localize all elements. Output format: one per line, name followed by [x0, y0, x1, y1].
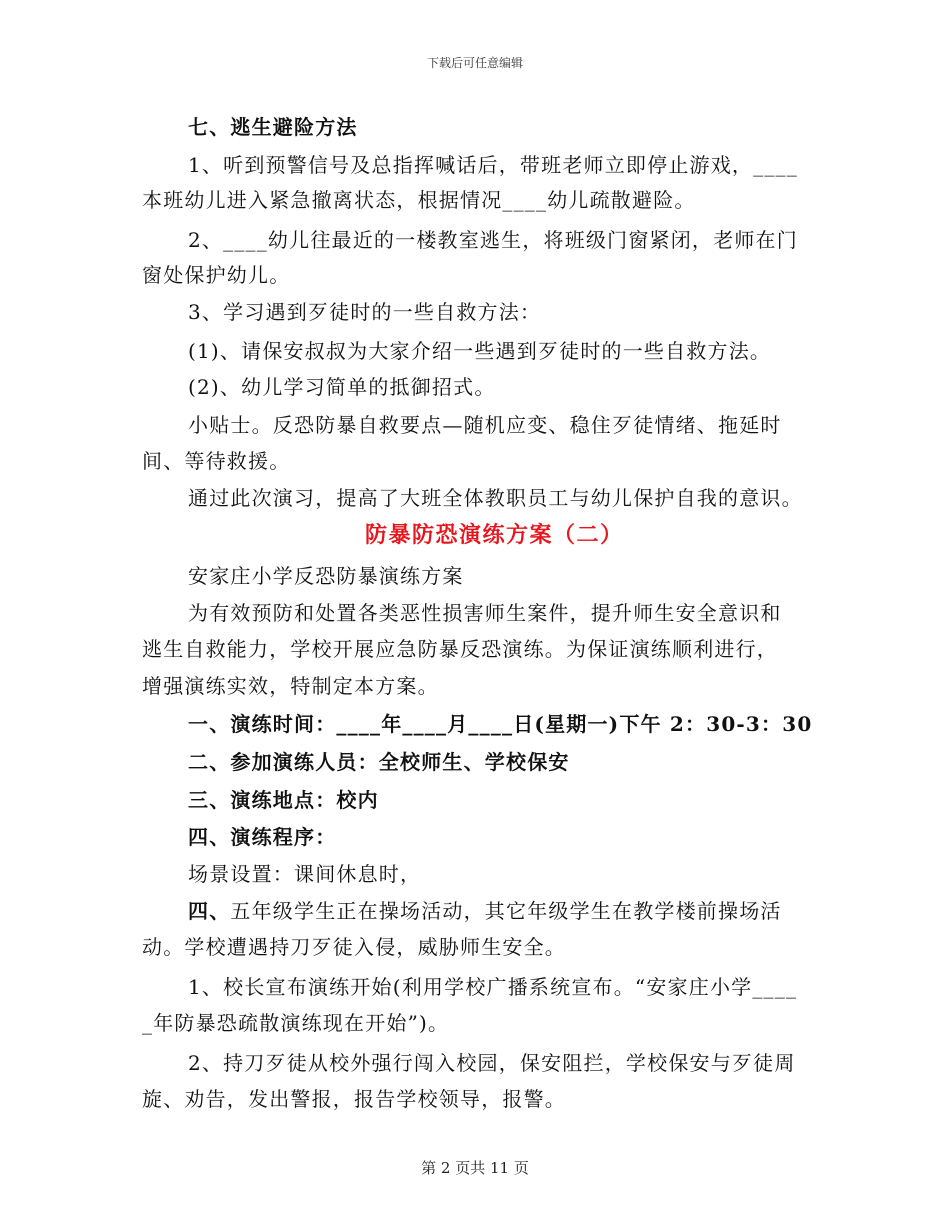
page-header: 下载后可任意编辑 — [426, 56, 523, 70]
paragraph-line: 2、持刀歹徒从校外强行闯入校园，保安阻拦，学校保安与歹徒周 — [188, 1051, 796, 1075]
list-item: (1)、请保安叔叔为大家介绍一些遇到歹徒时的一些自救方法。 — [188, 339, 772, 363]
paragraph-line: 1、听到预警信号及总指挥喊话后，带班老师立即停止游戏，____ — [188, 153, 798, 177]
inline-text: 五年级学生正在操场活动，其它年级学生在教学楼前操场活 — [230, 899, 782, 923]
list-item: (2)、幼儿学习简单的抵御招式。 — [188, 375, 496, 399]
heading-participants: 二、参加演练人员：全校师生、学校保安 — [188, 750, 570, 774]
paragraph-line: 增强演练实效，特制定本方案。 — [142, 674, 439, 698]
paragraph-line: _年防暴恐疏散演练现在开始”)。 — [142, 1011, 450, 1035]
paragraph-line: 旋、劝告，发出警报，报告学校领导，报警。 — [142, 1087, 566, 1111]
page-footer: 第 2 页共 11 页 — [421, 1159, 529, 1177]
paragraph-line: 2、____幼儿往最近的一楼教室逃生，将班级门窗紧闭，老师在门 — [188, 228, 798, 252]
paragraph-line: 窗处保护幼儿。 — [142, 263, 291, 287]
heading-drill-time: 一、演练时间：____年____月____日(星期一)下午 2：30-3：30 — [188, 712, 813, 736]
inline-bold-number: 四、 — [188, 899, 231, 923]
tip-line: 小贴士。反恐防暴自救要点—随机应变、稳住歹徒情绪、拖延时 — [188, 413, 782, 437]
paragraph-line: 3、学习遇到歹徒时的一些自救方法： — [188, 300, 542, 324]
paragraph-line: 本班幼儿进入紧急撤离状态，根据情况____幼儿疏散避险。 — [142, 188, 696, 212]
paragraph-line: 为有效预防和处置各类恶性损害师生案件，提升师生安全意识和 — [188, 601, 782, 625]
paragraph-line: 逃生自救能力，学校开展应急防暴反恐演练。为保证演练顺利进行， — [142, 637, 778, 661]
section-heading-escape-methods: 七、逃生避险方法 — [188, 115, 358, 139]
heading-procedure: 四、演练程序： — [188, 825, 337, 849]
paragraph-line: 1、校长宣布演练开始(利用学校广播系统宣布。“安家庄小学____ — [188, 975, 798, 999]
paragraph-line: 动。学校遭遇持刀歹徒入侵，威胁师生安全。 — [142, 935, 566, 959]
paragraph-line: 通过此次演习，提高了大班全体教职员工与幼儿保护自我的意识。 — [188, 486, 803, 510]
paragraph-line — [188, 899, 782, 923]
paragraph-line: 场景设置：课间休息时， — [188, 862, 422, 886]
heading-location: 三、演练地点：校内 — [188, 788, 379, 812]
tip-line: 间、等待救援。 — [142, 449, 291, 473]
document-title: 防暴防恐演练方案（二） — [365, 522, 624, 548]
subtitle-line: 安家庄小学反恐防暴演练方案 — [188, 564, 464, 588]
